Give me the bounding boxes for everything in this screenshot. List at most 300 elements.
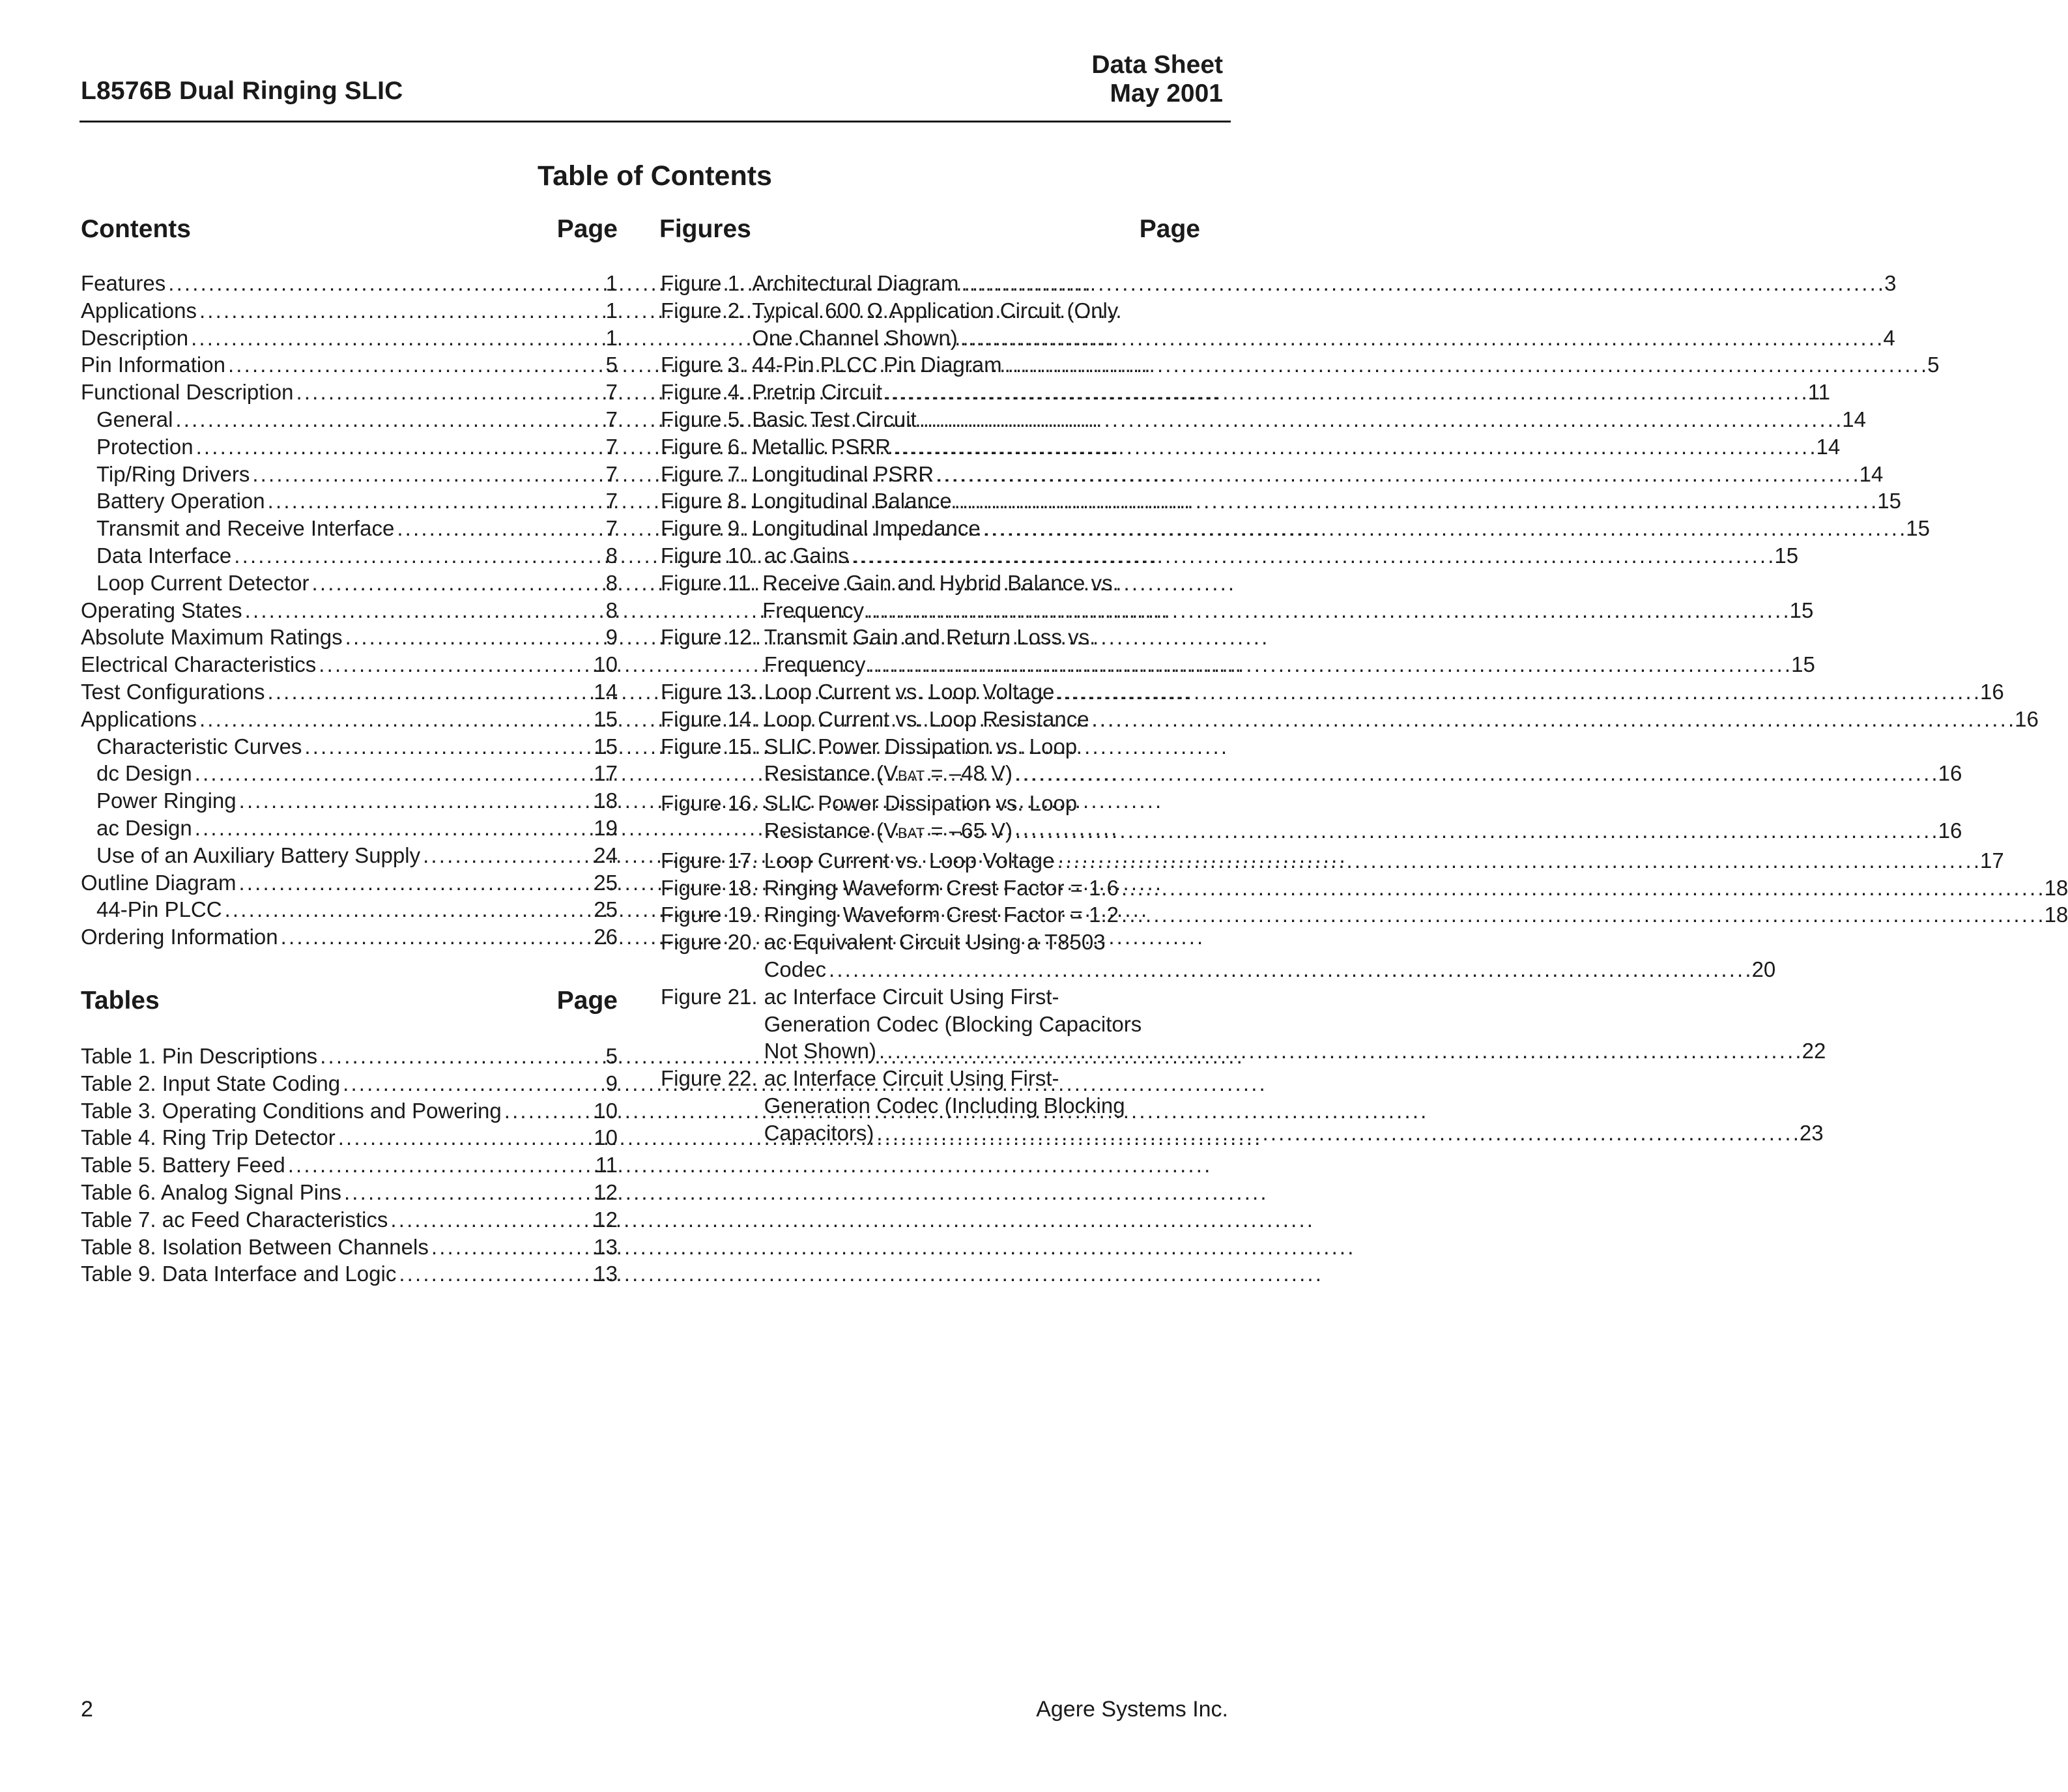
dot-leader bbox=[1092, 706, 2013, 733]
figure-page: 11 bbox=[1807, 380, 1830, 405]
figure-text: Pretrip Circuit bbox=[752, 380, 883, 405]
dot-leader bbox=[252, 461, 603, 488]
entry-text: Pin Information bbox=[81, 353, 225, 377]
figure-text-sub: BAT bbox=[898, 824, 925, 841]
figure-body bbox=[752, 297, 1895, 352]
figure-body bbox=[764, 1065, 1824, 1146]
figure-line: Generation Codec (Including Blocking bbox=[764, 1093, 1125, 1118]
dot-leader bbox=[431, 1234, 591, 1261]
figure-text-sub: BAT bbox=[898, 768, 925, 785]
dot-leader bbox=[345, 624, 603, 651]
figure-last-line bbox=[764, 760, 1962, 790]
figure-entry[interactable] bbox=[661, 270, 1897, 297]
entry-page: 15 bbox=[594, 734, 618, 759]
figure-last-line bbox=[764, 956, 1776, 983]
entry-text: Loop Current Detector bbox=[96, 570, 309, 595]
figure-last-line bbox=[762, 597, 1813, 624]
figure-label: Figure 6. bbox=[661, 434, 746, 459]
dot-leader bbox=[876, 1120, 1797, 1147]
figure-text: Not Shown) bbox=[764, 1039, 877, 1063]
figure-entry[interactable] bbox=[661, 515, 1930, 542]
entry-text: dc Design bbox=[96, 761, 192, 786]
entry-page: 1 bbox=[605, 271, 618, 295]
figures-page-heading: Page bbox=[1139, 215, 1200, 243]
dot-leader bbox=[320, 1043, 603, 1070]
figure-body bbox=[752, 270, 1896, 297]
figure-body bbox=[752, 515, 1930, 542]
toc-entry[interactable] bbox=[81, 869, 618, 897]
figure-page: 15 bbox=[1774, 543, 1799, 568]
dot-leader bbox=[504, 1097, 592, 1125]
figure-last-line bbox=[752, 379, 1830, 406]
figure-entry[interactable] bbox=[661, 406, 1866, 433]
entry-text: Features bbox=[81, 271, 166, 295]
dot-leader bbox=[195, 815, 592, 842]
figure-entry[interactable] bbox=[661, 706, 2039, 733]
dot-leader bbox=[267, 678, 591, 706]
figure-body bbox=[764, 790, 1962, 847]
figure-last-line bbox=[752, 325, 1895, 352]
dot-leader bbox=[1015, 817, 1936, 845]
entry-text: Data Interface bbox=[96, 543, 232, 568]
figure-label: Figure 13. bbox=[661, 679, 758, 704]
figure-text: Longitudinal Balance bbox=[752, 489, 952, 513]
figure-label: Figure 14. bbox=[661, 706, 758, 731]
figure-last-line bbox=[752, 433, 1840, 461]
entry-page: 12 bbox=[594, 1207, 618, 1232]
entry-page: 13 bbox=[594, 1262, 618, 1286]
figure-label: Figure 7. bbox=[661, 461, 746, 486]
entry-page: 14 bbox=[594, 679, 618, 704]
entry-page: 8 bbox=[605, 543, 618, 568]
figure-entry[interactable] bbox=[661, 790, 1962, 847]
entry-page: 7 bbox=[605, 489, 618, 513]
figure-page: 16 bbox=[2015, 706, 2039, 731]
dot-leader bbox=[919, 406, 1840, 433]
toc-entry[interactable] bbox=[81, 570, 618, 597]
figure-label: Figure 11. bbox=[661, 570, 756, 595]
figure-entry[interactable] bbox=[661, 733, 1962, 790]
figure-page: 15 bbox=[1877, 489, 1901, 513]
toc-entry[interactable] bbox=[81, 1206, 618, 1234]
dot-leader bbox=[1121, 901, 2042, 929]
entry-text: Table 4. Ring Trip Detector bbox=[81, 1125, 336, 1150]
dot-leader bbox=[196, 433, 603, 461]
figure-label: Figure 9. bbox=[661, 516, 746, 541]
figure-text: Longitudinal PSRR bbox=[752, 461, 934, 486]
dot-leader bbox=[955, 487, 1875, 515]
figure-last-line bbox=[764, 706, 2039, 733]
entry-page: 12 bbox=[594, 1179, 618, 1204]
figure-last-line bbox=[752, 270, 1896, 297]
figure-text: Loop Current vs. Loop Resistance bbox=[764, 706, 1089, 731]
figure-page: 5 bbox=[1927, 353, 1940, 377]
toc-entry[interactable] bbox=[81, 1151, 618, 1179]
figure-page: 14 bbox=[1816, 434, 1841, 459]
figure-text: One Channel Shown) bbox=[752, 325, 958, 350]
figure-page: 22 bbox=[1802, 1039, 1826, 1063]
figure-page: 14 bbox=[1859, 461, 1884, 486]
contents-heading-row bbox=[81, 215, 618, 248]
figure-entry[interactable] bbox=[661, 351, 1940, 379]
contents-heading: Contents bbox=[81, 215, 191, 243]
dot-leader bbox=[225, 896, 592, 923]
figure-entry[interactable] bbox=[661, 929, 1776, 983]
figure-page: 23 bbox=[1799, 1120, 1824, 1145]
toc-entry[interactable] bbox=[81, 379, 618, 406]
entry-page: 9 bbox=[605, 625, 618, 650]
dot-leader bbox=[268, 487, 603, 515]
entry-text: Table 6. Analog Signal Pins bbox=[81, 1179, 341, 1204]
toc-entry[interactable] bbox=[81, 270, 618, 297]
dot-leader bbox=[319, 651, 591, 678]
header-rule bbox=[79, 121, 1231, 123]
entry-text: Table 1. Pin Descriptions bbox=[81, 1044, 318, 1068]
dot-leader bbox=[195, 760, 592, 787]
figure-line: ac Equivalent Circuit Using a T8503 bbox=[764, 930, 1106, 955]
entry-text: 44-Pin PLCC bbox=[96, 897, 222, 922]
figure-text: Codec bbox=[764, 957, 826, 981]
figure-label: Figure 5. bbox=[661, 407, 746, 431]
dot-leader bbox=[239, 787, 592, 815]
figure-label: Figure 19. bbox=[661, 903, 758, 927]
company-name: Agere Systems Inc. bbox=[1036, 1697, 1228, 1722]
figure-label: Figure 10. bbox=[661, 543, 758, 568]
figure-entry[interactable] bbox=[661, 983, 1826, 1065]
toc-entry[interactable] bbox=[81, 1234, 618, 1261]
figure-line: Generation Codec (Blocking Capacitors bbox=[764, 1011, 1142, 1036]
toc-entry[interactable] bbox=[81, 433, 618, 461]
figure-line: Transmit Gain and Return Loss vs. bbox=[764, 625, 1096, 650]
entry-text: ac Design bbox=[96, 815, 192, 840]
figure-last-line bbox=[752, 487, 1901, 515]
entry-page: 18 bbox=[594, 788, 618, 813]
figure-label: Figure 3. bbox=[661, 353, 746, 377]
figure-label: Figure 17. bbox=[661, 848, 758, 873]
toc-entry[interactable] bbox=[81, 760, 618, 787]
dot-leader bbox=[168, 270, 603, 297]
toc-entry[interactable] bbox=[81, 1097, 618, 1125]
figure-body bbox=[762, 570, 1813, 624]
figure-body bbox=[752, 351, 1939, 379]
toc-entry[interactable] bbox=[81, 733, 618, 760]
toc-entry[interactable] bbox=[81, 325, 618, 352]
entry-text: General bbox=[96, 407, 173, 431]
entry-text: Use of an Auxiliary Battery Supply bbox=[96, 843, 421, 867]
entry-text: Test Configurations bbox=[81, 679, 265, 704]
entry-text: Operating States bbox=[81, 598, 242, 622]
figure-text: 44-Pin PLCC Pin Diagram bbox=[752, 353, 1002, 377]
toc-entry[interactable] bbox=[81, 651, 618, 678]
entry-text: Applications bbox=[81, 298, 197, 323]
figure-text: Ringing Waveform Crest Factor = 1.2 bbox=[764, 903, 1119, 927]
figure-entry[interactable] bbox=[661, 433, 1841, 461]
dot-leader bbox=[343, 1070, 603, 1097]
toc-entry[interactable] bbox=[81, 678, 618, 706]
toc-entry[interactable] bbox=[81, 406, 618, 433]
dot-leader bbox=[829, 956, 1749, 983]
entry-text: Description bbox=[81, 325, 189, 350]
figure-page: 16 bbox=[1938, 761, 1962, 786]
figure-body bbox=[764, 542, 1799, 570]
figure-entry[interactable] bbox=[661, 847, 2004, 874]
toc-entry[interactable] bbox=[81, 1124, 618, 1151]
figure-body bbox=[764, 929, 1776, 983]
entry-page: 1 bbox=[605, 325, 618, 350]
toc-entry[interactable] bbox=[81, 706, 618, 733]
toc-entry[interactable] bbox=[81, 1043, 618, 1070]
toc-entry[interactable] bbox=[81, 787, 618, 815]
toc-entry[interactable] bbox=[81, 842, 618, 869]
figure-text: Metallic PSRR bbox=[752, 434, 891, 459]
entry-text: Table 3. Operating Conditions and Powering bbox=[81, 1098, 502, 1123]
toc-entry[interactable] bbox=[81, 1179, 618, 1206]
figure-last-line bbox=[764, 874, 2068, 902]
figure-line: SLIC Power Dissipation vs. Loop bbox=[764, 791, 1078, 816]
toc-entry[interactable] bbox=[81, 542, 618, 570]
dot-leader bbox=[296, 379, 603, 406]
entry-text: Power Ringing bbox=[96, 788, 237, 813]
figure-body bbox=[764, 901, 2068, 929]
figure-text: Loop Current vs. Loop Voltage bbox=[764, 848, 1055, 873]
entry-page: 9 bbox=[605, 1071, 618, 1095]
figure-entry[interactable] bbox=[661, 297, 1895, 352]
toc-entry[interactable] bbox=[81, 597, 618, 624]
figure-label: Figure 20. bbox=[661, 930, 758, 955]
page-number: 2 bbox=[81, 1697, 93, 1722]
figure-line: ac Interface Circuit Using First- bbox=[764, 1066, 1059, 1091]
figure-page: 15 bbox=[1789, 598, 1814, 622]
figure-text: Frequency bbox=[764, 652, 866, 677]
entry-text: Table 2. Input State Coding bbox=[81, 1071, 341, 1095]
entry-page: 17 bbox=[594, 761, 618, 786]
entry-page: 7 bbox=[605, 407, 618, 431]
figure-last-line bbox=[764, 651, 1815, 678]
entry-text: Transmit and Receive Interface bbox=[96, 516, 395, 541]
figure-entry[interactable] bbox=[661, 487, 1901, 515]
figure-entry[interactable] bbox=[661, 542, 1799, 570]
entry-text: Table 5. Battery Feed bbox=[81, 1153, 285, 1178]
document-title: L8576B Dual Ringing SLIC bbox=[81, 77, 403, 105]
figure-line: ac Interface Circuit Using First- bbox=[764, 984, 1059, 1009]
entry-page: 25 bbox=[594, 897, 618, 922]
dot-leader bbox=[1015, 760, 1936, 787]
dot-leader bbox=[390, 1206, 591, 1234]
dot-leader bbox=[312, 570, 603, 597]
entry-text: Table 9. Data Interface and Logic bbox=[81, 1262, 397, 1286]
figure-label: Figure 1. bbox=[661, 271, 746, 295]
dot-leader bbox=[245, 597, 603, 624]
figure-body bbox=[764, 624, 1815, 678]
figure-text: ac Gains bbox=[764, 543, 849, 568]
dot-leader bbox=[238, 869, 591, 897]
dot-leader bbox=[423, 842, 591, 869]
entry-page: 10 bbox=[594, 1098, 618, 1123]
toc-entry[interactable] bbox=[81, 1070, 618, 1097]
figure-page: 17 bbox=[1979, 848, 2004, 873]
entry-text: Absolute Maximum Ratings bbox=[81, 625, 343, 650]
tables-heading-row bbox=[81, 987, 618, 1019]
entry-page: 11 bbox=[595, 1153, 618, 1178]
entry-page: 7 bbox=[605, 461, 618, 486]
entry-page: 24 bbox=[594, 843, 618, 867]
dot-leader bbox=[867, 597, 1787, 624]
toc-entry[interactable] bbox=[81, 1260, 618, 1288]
entry-page: 19 bbox=[594, 815, 618, 840]
figure-line: Typical 600 Ω Application Circuit (Only bbox=[752, 298, 1119, 323]
figure-body bbox=[764, 678, 2004, 706]
figure-body bbox=[764, 847, 2004, 874]
dot-leader bbox=[175, 406, 603, 433]
figure-page: 18 bbox=[2044, 875, 2068, 900]
entry-page: 13 bbox=[594, 1234, 618, 1259]
figure-last-line bbox=[764, 1120, 1824, 1147]
figure-label: Figure 22. bbox=[661, 1066, 758, 1091]
figure-text-pre: Resistance (V bbox=[764, 818, 898, 843]
dot-leader bbox=[191, 325, 603, 352]
entry-text: Functional Description bbox=[81, 380, 294, 405]
dot-leader bbox=[228, 351, 603, 379]
entry-page: 8 bbox=[605, 598, 618, 622]
figure-last-line bbox=[764, 542, 1799, 570]
figure-page: 18 bbox=[2044, 903, 2068, 927]
figure-body bbox=[752, 461, 1883, 488]
figure-text: Longitudinal Impedance bbox=[752, 516, 981, 541]
figure-line: Receive Gain and Hybrid Balance vs. bbox=[762, 570, 1119, 595]
entry-page: 7 bbox=[605, 380, 618, 405]
toc-entry[interactable] bbox=[81, 923, 618, 951]
figure-body bbox=[752, 433, 1840, 461]
figure-last-line bbox=[764, 901, 2068, 929]
entry-text: Protection bbox=[96, 434, 194, 459]
figure-body bbox=[752, 406, 1866, 433]
figure-text bbox=[764, 760, 1012, 790]
entry-text: Electrical Characteristics bbox=[81, 652, 317, 677]
toc-entry[interactable] bbox=[81, 351, 618, 379]
entry-text: Table 8. Isolation Between Channels bbox=[81, 1234, 429, 1259]
entry-text: Table 7. ac Feed Characteristics bbox=[81, 1207, 388, 1232]
entry-page: 10 bbox=[594, 652, 618, 677]
doc-type: Data Sheet bbox=[1091, 51, 1223, 79]
figure-entry[interactable] bbox=[661, 1065, 1824, 1146]
toc-entry[interactable] bbox=[81, 624, 618, 651]
dot-leader bbox=[304, 733, 591, 760]
entry-page: 26 bbox=[594, 925, 618, 949]
figure-line: SLIC Power Dissipation vs. Loop bbox=[764, 734, 1078, 759]
figure-page: 16 bbox=[1979, 679, 2004, 704]
contents-list bbox=[81, 270, 618, 951]
dot-leader bbox=[1005, 351, 1925, 379]
figure-text: Frequency bbox=[762, 598, 865, 622]
toc-entry[interactable] bbox=[81, 487, 618, 515]
dot-leader bbox=[338, 1124, 592, 1151]
figure-page: 16 bbox=[1938, 818, 1962, 843]
entry-text: Ordering Information bbox=[81, 925, 278, 949]
dot-leader bbox=[199, 297, 603, 325]
figure-body bbox=[764, 733, 1962, 790]
entry-page: 15 bbox=[594, 706, 618, 731]
dot-leader bbox=[288, 1151, 593, 1179]
figure-entry[interactable] bbox=[661, 901, 2068, 929]
figure-last-line bbox=[764, 817, 1962, 847]
dot-leader bbox=[199, 706, 591, 733]
entry-text: Battery Operation bbox=[96, 489, 265, 513]
figure-last-line bbox=[752, 351, 1939, 379]
figure-last-line bbox=[752, 406, 1866, 433]
figure-last-line bbox=[764, 1037, 1826, 1065]
dot-leader bbox=[1121, 874, 2042, 902]
figure-page: 15 bbox=[1906, 516, 1930, 541]
figure-label: Figure 21. bbox=[661, 984, 758, 1009]
figure-entry[interactable] bbox=[661, 570, 1814, 624]
toc-entry[interactable] bbox=[81, 297, 618, 325]
figure-label: Figure 4. bbox=[661, 380, 746, 405]
entry-page: 7 bbox=[605, 516, 618, 541]
toc-entry[interactable] bbox=[81, 896, 618, 923]
entry-page: 5 bbox=[605, 1044, 618, 1068]
dot-leader bbox=[885, 379, 1805, 406]
figure-last-line bbox=[752, 515, 1930, 542]
contents-page-heading: Page bbox=[556, 215, 618, 243]
figure-entry[interactable] bbox=[661, 678, 2004, 706]
figures-heading-row bbox=[659, 215, 1200, 248]
figure-label: Figure 16. bbox=[661, 791, 758, 816]
figure-entry[interactable] bbox=[661, 874, 2068, 902]
figure-last-line bbox=[752, 461, 1883, 488]
dot-leader bbox=[1057, 678, 1977, 706]
header-right bbox=[1091, 51, 1223, 108]
figures-heading: Figures bbox=[659, 215, 751, 243]
figure-page: 14 bbox=[1842, 407, 1866, 431]
figure-entry[interactable] bbox=[661, 624, 1815, 678]
dot-leader bbox=[852, 542, 1772, 570]
toc-entry[interactable] bbox=[81, 815, 618, 842]
entry-page: 7 bbox=[605, 434, 618, 459]
figure-text bbox=[764, 817, 1012, 847]
entry-text: Applications bbox=[81, 706, 197, 731]
figure-body bbox=[752, 487, 1901, 515]
figure-entry[interactable] bbox=[661, 461, 1884, 488]
toc-entry[interactable] bbox=[81, 461, 618, 488]
tables-heading: Tables bbox=[81, 987, 160, 1015]
dot-leader bbox=[344, 1179, 591, 1206]
figure-body bbox=[764, 983, 1826, 1065]
entry-page: 5 bbox=[605, 353, 618, 377]
figure-body bbox=[752, 379, 1830, 406]
figure-page: 3 bbox=[1884, 271, 1897, 295]
dot-leader bbox=[960, 325, 1881, 352]
toc-entry[interactable] bbox=[81, 515, 618, 542]
entry-page: 25 bbox=[594, 870, 618, 895]
dot-leader bbox=[936, 461, 1857, 488]
dot-leader bbox=[893, 433, 1814, 461]
figure-text: Capacitors) bbox=[764, 1120, 874, 1145]
figure-body bbox=[764, 706, 2039, 733]
tables-page-heading: Page bbox=[556, 987, 618, 1015]
dot-leader bbox=[962, 270, 1882, 297]
figure-page: 15 bbox=[1791, 652, 1815, 677]
entry-page: 10 bbox=[594, 1125, 618, 1150]
dot-leader bbox=[879, 1037, 1800, 1065]
figure-label: Figure 2. bbox=[661, 298, 746, 323]
entry-text: Outline Diagram bbox=[81, 870, 237, 895]
figure-body bbox=[764, 874, 2068, 902]
entry-page: 1 bbox=[605, 298, 618, 323]
figure-label: Figure 12. bbox=[661, 625, 758, 650]
figure-entry[interactable] bbox=[661, 379, 1830, 406]
tables-list bbox=[81, 1043, 618, 1288]
figure-label: Figure 8. bbox=[661, 489, 746, 513]
